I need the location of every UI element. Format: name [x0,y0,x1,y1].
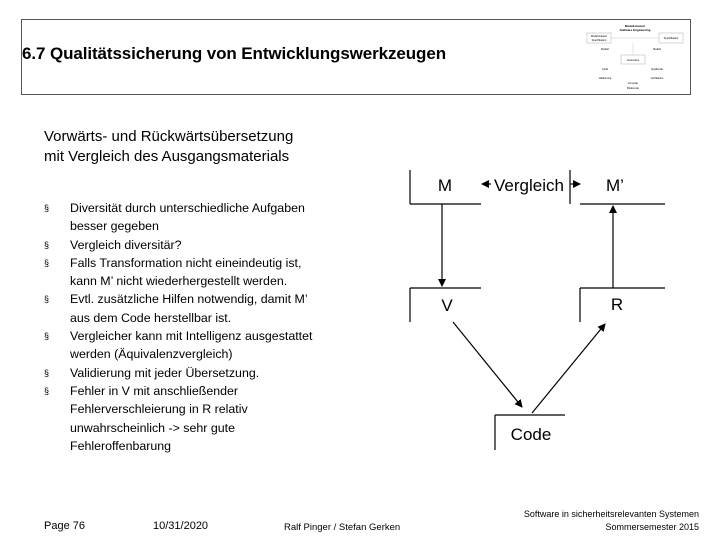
footer-date: 10/31/2020 [153,520,209,532]
subtitle-line: Vorwärts- und Rückwärtsübersetzung [44,128,294,145]
bullet-square-icon: § [44,294,50,305]
thumb-label: Compiler [627,82,639,85]
thumb-label: Code [601,68,609,71]
thumb-label: Modell-basiert [590,35,608,38]
bullet-item [44,364,364,382]
bullet-square-icon: § [44,203,50,213]
bullet-square-icon: § [44,385,50,396]
v-to-code-arrow [453,322,522,407]
node-m-prime [580,176,665,204]
node-r [580,288,665,322]
node-m-label: M [437,176,453,195]
bullet-item [44,254,364,291]
footer-page-number: Page 76 [44,520,85,532]
thumb-label: Binärcode [627,87,639,90]
node-code [495,415,565,450]
bullet-square-icon: § [44,239,50,250]
bullet-line: Vergleich diversitär? [70,237,182,252]
node-vergleich [494,170,570,204]
bullet-line: Diversität durch unterschiedliche Aufgaben [70,201,305,215]
bullet-line: aus dem Code herstellbar ist. [70,310,232,325]
thumb-label: Spezifikation [663,37,679,40]
bullet-line: Fehler in V mit anschließender [70,383,239,398]
bullet-line: Vergleicher kann mit Intelligenz ausgestattet [70,329,313,344]
subtitle-line: mit Vergleich des Ausgangsmaterials [44,148,290,165]
translation-diagram [405,160,675,460]
bullet-list [44,199,364,455]
footer-course-line: Software in sicherheitsrelevanten Systemen [523,509,699,519]
bullet-line: Evtl. zusätzliche Hilfen notwendig, damit M’ [70,292,308,307]
bullet-line: Fehleroffenbarung [70,438,172,453]
bullet-line: kann M’ nicht wiederhergestellt werden. [70,274,288,289]
footer-course [524,508,699,534]
node-m-prime-label: M’ [606,176,624,195]
thumb-label: Autocodes [626,59,640,62]
bullet-line: Fehlerverschleierung in R relativ [70,402,248,417]
node-r-label: R [610,295,624,314]
bullet-square-icon: § [44,331,50,342]
thumb-label: Quellcode [651,68,663,71]
bullet-line: werden (Äquivalenzvergleich) [70,347,233,362]
bullet-line: Validierung mit jeder Übersetzung. [70,365,260,380]
bullet-square-icon: § [44,257,50,268]
footer-course-line: Sommersemester 2015 [605,522,699,532]
overview-thumbnail [585,22,685,92]
bullet-item [44,327,364,364]
node-vergleich-label: Vergleich [494,176,564,195]
bullet-item [44,199,364,236]
thumb-label: Software Engineering [619,28,651,32]
bullet-item [44,382,364,455]
node-m [410,170,481,204]
section-subtitle [44,127,293,167]
node-v [410,288,481,322]
bullet-item [44,290,364,327]
bullet-item [44,236,364,254]
footer-author: Ralf Pinger / Stefan Gerken [284,522,401,533]
thumb-label: Verifikation [650,77,664,80]
node-v-label: V [441,296,453,315]
thumb-label: Spezifikation [591,39,607,42]
bullet-line: besser gegeben [70,219,159,234]
thumb-label: Modell [601,48,609,51]
bullet-square-icon: § [44,367,50,378]
bullet-line: Falls Transformation nicht eineindeutig ist, [70,255,302,270]
code-to-r-arrow [532,324,605,413]
thumb-label: Validierung [598,77,612,80]
node-code-label: Code [510,425,552,444]
page-title: 6.7 Qualitätssicherung von Entwicklungswerkzeugen [22,44,446,63]
thumb-label: Modell [653,48,661,51]
bullet-line: unwahrscheinlich -> sehr gute [70,420,235,435]
thumb-label: Modell-basiert [624,24,646,28]
